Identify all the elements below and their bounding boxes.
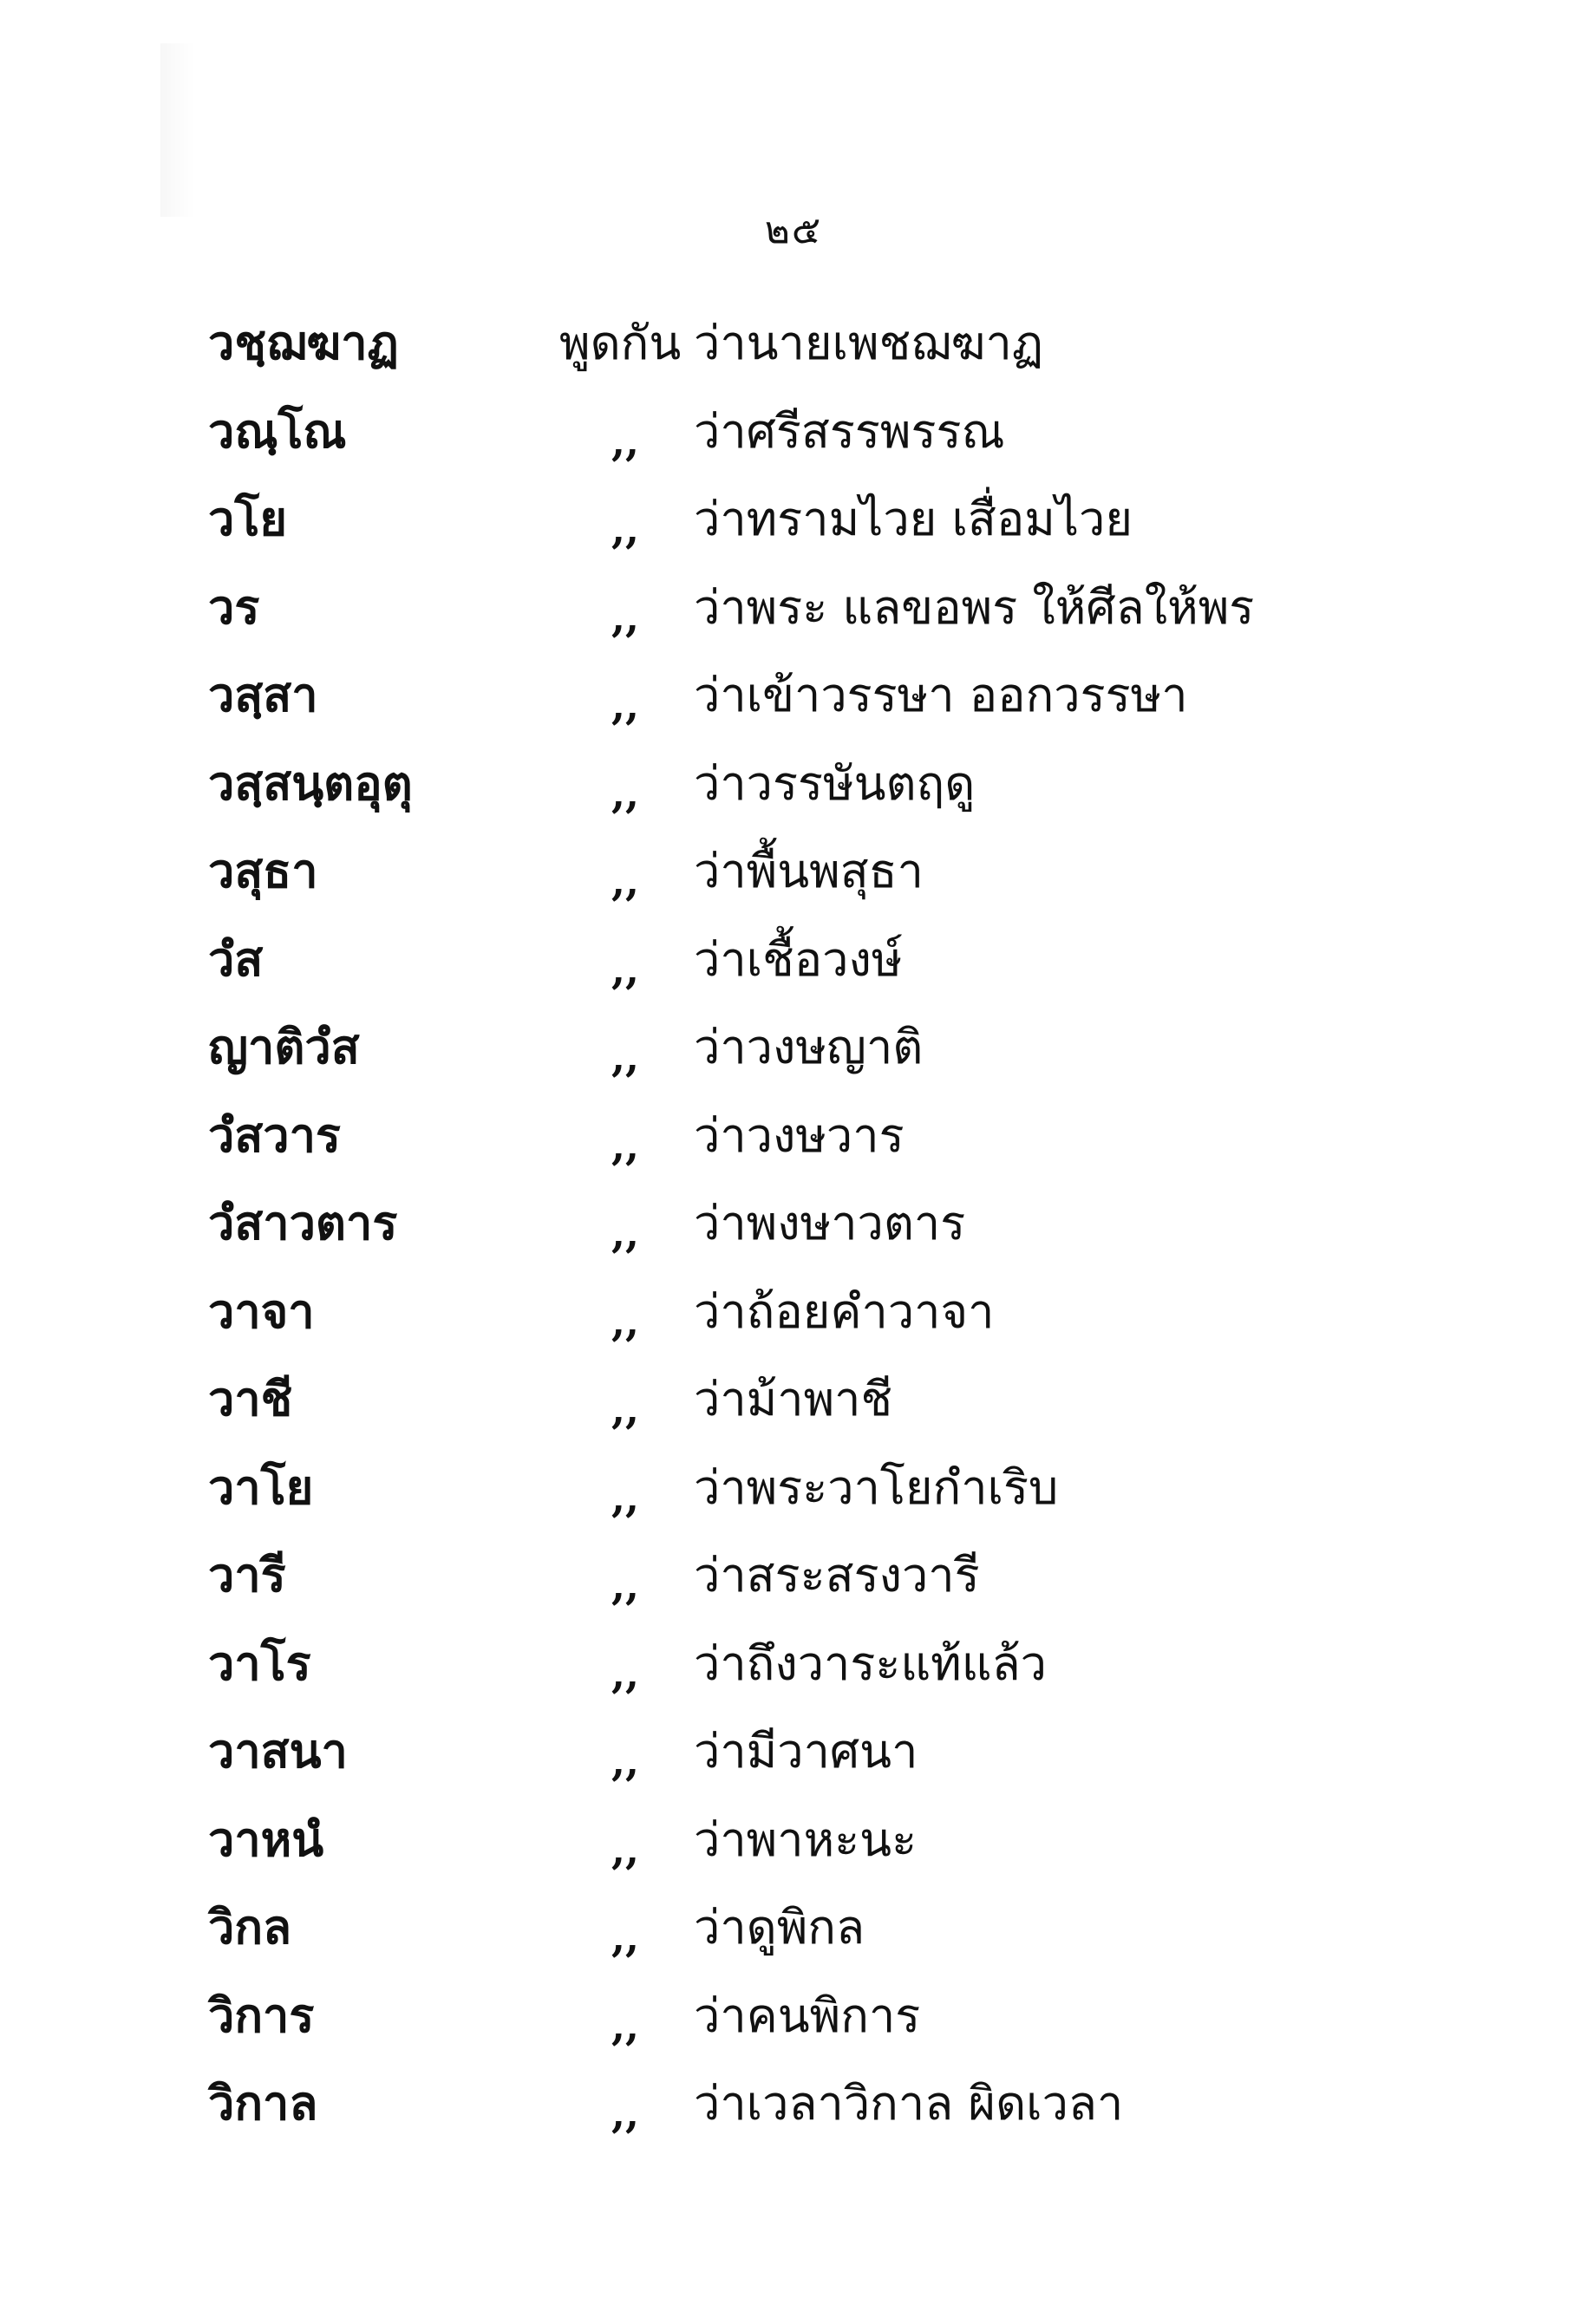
ditto-mark: ,, — [611, 682, 640, 728]
glossary-entry — [208, 2060, 1466, 2148]
entry-term: วาโร — [208, 1635, 311, 1691]
glossary-entry — [208, 1972, 1466, 2060]
glossary-entry — [208, 1620, 1466, 1708]
entry-term: วสุธา — [208, 843, 318, 898]
entry-term: วาจา — [208, 1283, 315, 1339]
entry-meaning: ว่าเวลาวิกาล ผิดเวลา — [694, 2076, 1124, 2131]
glossary-entry — [208, 1003, 1466, 1092]
entry-lead-phrase: พูดกัน — [559, 316, 682, 370]
entry-term: วสฺสา — [208, 667, 318, 722]
entry-meaning: ว่าถ้อยคำวาจา — [694, 1283, 995, 1339]
glossary-entry — [208, 1796, 1466, 1884]
glossary-entry — [208, 1707, 1466, 1796]
entry-term: วาหนํ — [208, 1811, 324, 1867]
glossary-entry — [208, 916, 1466, 1004]
ditto-mark: ,, — [611, 2090, 640, 2137]
entry-meaning: ว่าเชื้อวงษ์ — [694, 931, 903, 987]
entry-meaning: ว่าเข้าวรรษา ออกวรรษา — [694, 668, 1188, 722]
page-number: ๒๕ — [764, 208, 823, 252]
entry-term: วํส — [208, 930, 264, 987]
entry-meaning: ว่ามีวาศนา — [694, 1724, 918, 1779]
ditto-mark: ,, — [611, 417, 640, 465]
ditto-mark: ,, — [611, 945, 640, 993]
entry-term: วร — [208, 578, 260, 635]
entry-term: วํสาวตาร — [208, 1195, 398, 1250]
entry-term: วสฺสนฺตอุตุ — [208, 754, 413, 811]
ditto-mark: ,, — [611, 1034, 640, 1080]
entry-meaning: ว่าทรามไวย เสื่อมไวย — [694, 492, 1133, 546]
glossary-entry — [208, 1883, 1466, 1972]
glossary-entry — [208, 1268, 1466, 1356]
entry-term: วารี — [208, 1547, 286, 1603]
entry-meaning: ว่าศรีสรรพรรณ — [694, 403, 1005, 459]
entry-term: วิกล — [208, 1899, 292, 1955]
entry-term: วาชี — [208, 1371, 293, 1426]
glossary-entry — [208, 651, 1466, 740]
entry-meaning: ว่าพระ แลขอพร ให้ศีลให้พร — [694, 579, 1255, 635]
entry-term: วาสนา — [208, 1723, 348, 1779]
entry-meaning: ว่าม้าพาชี — [694, 1372, 893, 1426]
entry-term: วณฺโณ — [208, 402, 347, 459]
entry-meaning: ว่านายเพชฌฆาฏ — [694, 316, 1044, 370]
ditto-mark: ,, — [611, 1914, 640, 1961]
ditto-mark: ,, — [611, 506, 640, 552]
scan-margin-shadow — [160, 43, 195, 217]
glossary-entry — [208, 1531, 1466, 1620]
glossary-entry — [208, 299, 1466, 388]
entry-term: วํสวาร — [208, 1107, 341, 1163]
entry-meaning: ว่าวงษญาติ — [694, 1020, 924, 1074]
glossary-entry — [208, 564, 1466, 652]
glossary-list — [208, 299, 1466, 2148]
glossary-entry — [208, 1444, 1466, 1532]
glossary-entry — [208, 827, 1466, 916]
entry-term: วิกาล — [208, 2075, 318, 2131]
glossary-entry — [208, 1355, 1466, 1444]
ditto-mark: ,, — [611, 769, 640, 817]
ditto-mark: ,, — [611, 1121, 640, 1169]
entry-term: วิการ — [208, 1987, 315, 2043]
entry-meaning: ว่าถึงวาระแท้แล้ว — [694, 1635, 1047, 1691]
entry-meaning: ว่าพงษาวตาร — [694, 1196, 966, 1250]
ditto-mark: ,, — [611, 1386, 640, 1433]
glossary-entry — [208, 388, 1466, 476]
glossary-entry — [208, 740, 1466, 828]
ditto-mark: ,, — [611, 1649, 640, 1697]
entry-term: ญาติวํส — [208, 1019, 360, 1074]
entry-meaning: ว่าดูพิกล — [694, 1900, 865, 1955]
glossary-entry — [208, 475, 1466, 564]
entry-meaning: ว่าพาหะนะ — [694, 1812, 918, 1867]
entry-meaning: ว่าพื้นพสุธา — [694, 844, 924, 898]
entry-term: วโย — [208, 491, 287, 546]
entry-term: วาโย — [208, 1459, 314, 1515]
glossary-entry — [208, 1092, 1466, 1180]
ditto-mark: ,, — [611, 858, 640, 904]
ditto-mark: ,, — [611, 1297, 640, 1345]
entry-meaning: ว่าวงษวาร — [694, 1107, 905, 1163]
ditto-mark: ,, — [611, 1562, 640, 1609]
entry-meaning: ว่าคนพิการ — [694, 1988, 921, 2043]
ditto-mark: ,, — [611, 1473, 640, 1521]
entry-meaning: ว่าสระสรงวารี — [694, 1548, 980, 1603]
entry-meaning: ว่าพระวาโยกำเริบ — [694, 1459, 1059, 1515]
ditto-mark: ,, — [611, 1738, 640, 1785]
ditto-mark: ,, — [611, 2001, 640, 2049]
ditto-mark: ,, — [611, 1210, 640, 1257]
glossary-entry — [208, 1179, 1466, 1268]
ditto-mark: ,, — [611, 593, 640, 641]
entry-meaning: ว่าวรรษันตฤดู — [694, 755, 976, 811]
ditto-mark: ,, — [611, 1825, 640, 1873]
entry-term: วชฺฌฆาฏ — [208, 315, 399, 370]
